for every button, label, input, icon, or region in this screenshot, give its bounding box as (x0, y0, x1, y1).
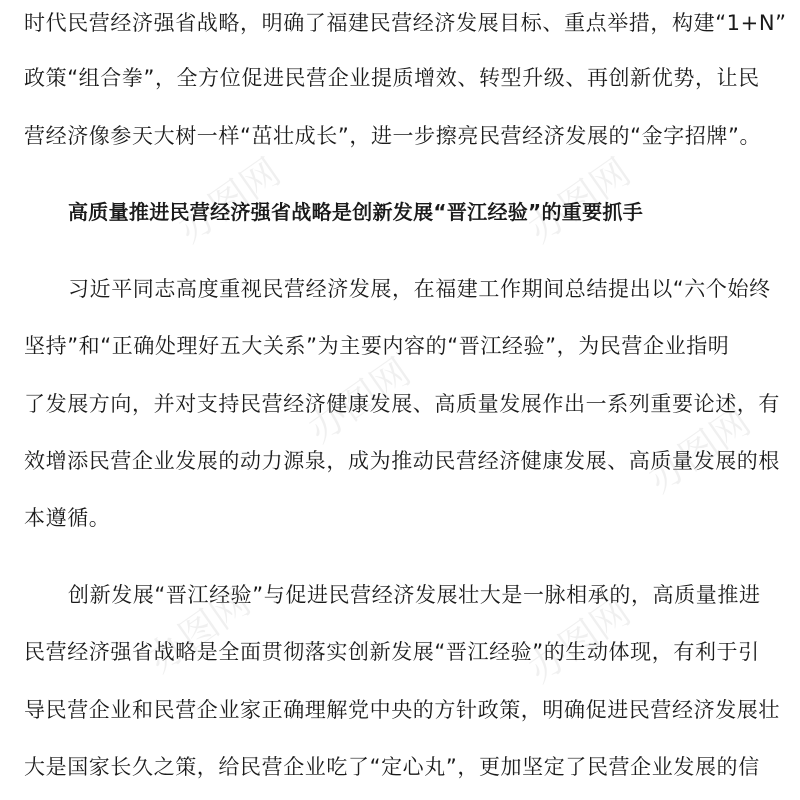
watermark: 办图网 (639, 399, 759, 502)
watermark: 办图网 (169, 149, 289, 252)
paragraph-line: 时代民营经济强省战略，明确了福建民营经济发展目标、重点举措，构建“1+N” (24, 11, 787, 35)
paragraph-line: 本遵循。 (24, 506, 111, 530)
paragraph-line: 效增添民营企业发展的动力源泉，成为推动民营经济健康发展、高质量发展的根 (24, 449, 780, 473)
paragraph-line: 营经济像参天大树一样“茁壮成长”，进一步擦亮民营经济发展的“金字招牌”。 (24, 124, 762, 148)
watermark: 办图网 (519, 149, 639, 252)
watermark: 办图网 (299, 349, 419, 452)
paragraph-line: 创新发展“晋江经验”与促进民营经济发展壮大是一脉相承的，高质量推进 (68, 583, 761, 607)
paragraph-line: 政策“组合拳”，全方位促进民营企业提质增效、转型升级、再创新优势，让民 (24, 66, 760, 90)
section-heading: 高质量推进民营经济强省战略是创新发展“晋江经验”的重要抓手 (68, 200, 643, 224)
paragraph-line: 了发展方向，并对支持民营经济健康发展、高质量发展作出一系列重要论述，有 (24, 392, 780, 416)
paragraph-line: 坚持”和“正确处理好五大关系”为主要内容的“晋江经验”，为民营企业指明 (24, 334, 730, 358)
paragraph-line: 习近平同志高度重视民营经济发展，在福建工作期间总结提出以“六个始终 (68, 277, 771, 301)
paragraph-line: 大是国家长久之策，给民营企业吃了“定心丸”，更加坚定了民营企业发展的信 (24, 755, 760, 779)
paragraph-line: 导民营企业和民营企业家正确理解党中央的方针政策，明确促进民营经济发展壮 (24, 698, 780, 722)
watermark: 办图网 (519, 589, 639, 692)
watermark: 办图网 (139, 579, 259, 682)
paragraph-line: 民营经济强省战略是全面贯彻落实创新发展“晋江经验”的生动体现，有利于引 (24, 640, 760, 664)
